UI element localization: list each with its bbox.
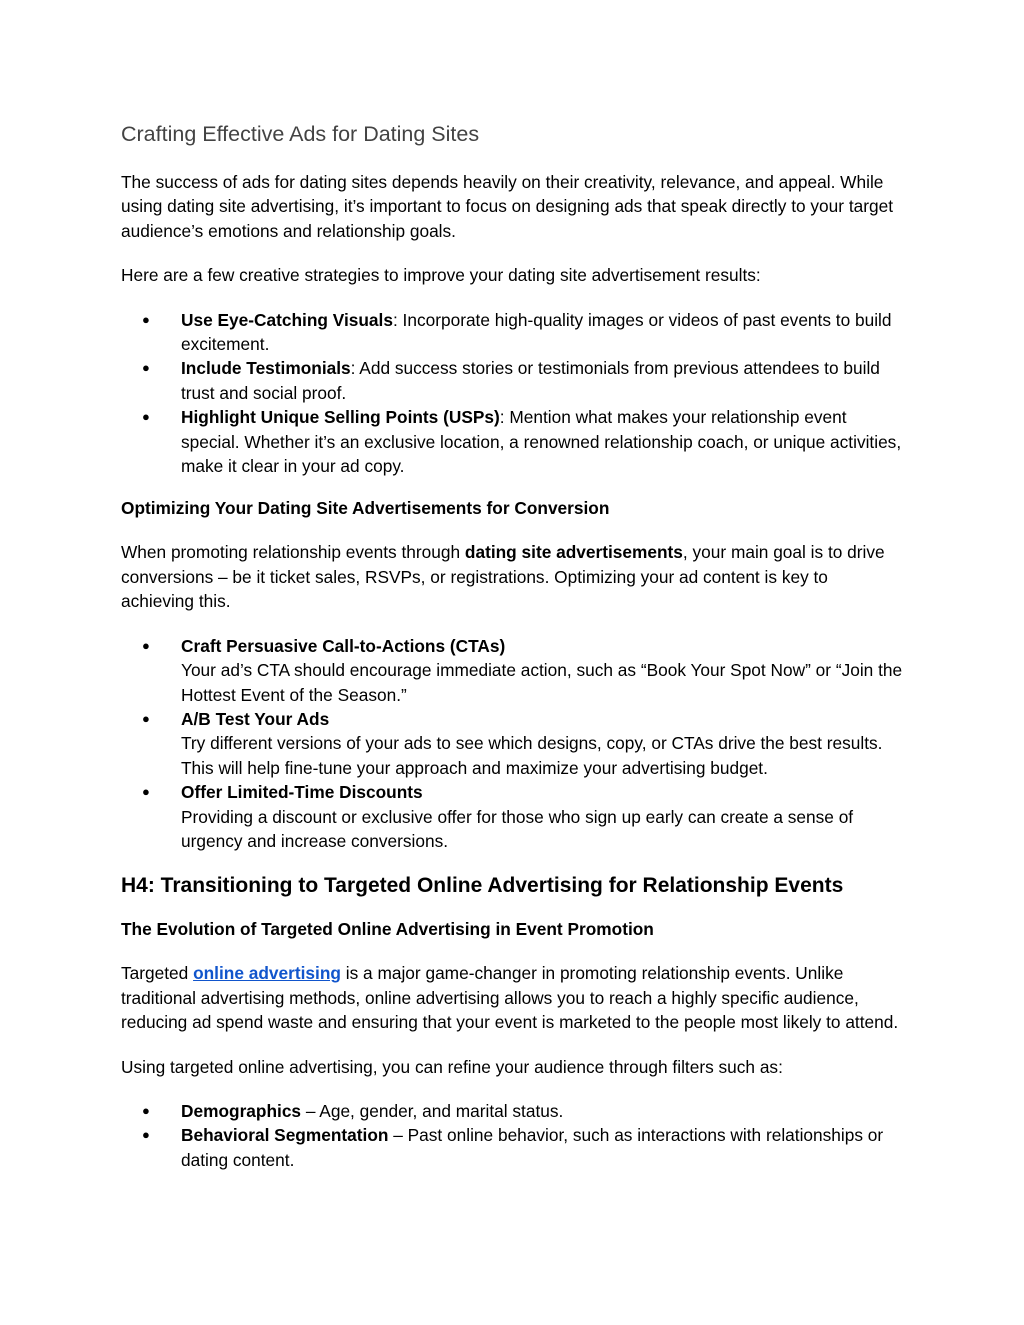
bullet-icon: ● <box>142 360 150 376</box>
list-item-term: Offer Limited-Time Discounts <box>181 782 423 803</box>
optimizing-heading: Optimizing Your Dating Site Advertisements for Conversion <box>121 498 610 519</box>
list-item-text: : Mention what makes your relationship event special. Whether it’s an exclusive location, a renowned relationship coach, or unique activities, make it clear in your ad copy. <box>181 407 902 477</box>
list-item-text: : Incorporate high-quality images or videos of past events to build excitement. <box>181 309 892 355</box>
list-item-term: Highlight Unique Selling Points (USPs) <box>181 407 500 428</box>
bullet-icon: ● <box>142 637 150 653</box>
list-item-text: – Past online behavior, such as interactions with relationships or dating content. <box>181 1125 884 1170</box>
list-item-term: Demographics <box>181 1100 302 1121</box>
evolution-text-end: is a major game-changer in promoting relationship events. Unlike traditional advertising methods, online advertising allows you to reach a highly specific audience, reducing ad spend waste and ensuring that your event is marketed to the people most likely to attend. <box>121 963 899 1033</box>
list-item-term: Use Eye-Catching Visuals <box>181 309 393 330</box>
bullet-icon: ● <box>142 409 150 425</box>
bullet-icon: ● <box>142 710 150 726</box>
filters-intro-paragraph: Using targeted online advertising, you can refine your audience through filters such as: <box>121 1056 783 1077</box>
page-title: Crafting Effective Ads for Dating Sites <box>121 122 480 146</box>
list-item-text: Try different versions of your ads to see which designs, copy, or CTAs drive the best results. This will help fine-tune your approach and maximize your advertising budget. <box>181 733 883 778</box>
bullet-icon: ● <box>142 1102 150 1118</box>
document-page <box>121 118 905 1172</box>
optimizing-list <box>121 634 905 854</box>
section-heading-h4: H4: Transitioning to Targeted Online Advertising for Relationship Events <box>121 874 844 898</box>
list-item <box>121 634 905 707</box>
optimizing-text-bold: dating site advertisements <box>464 542 683 563</box>
bullet-icon: ● <box>142 311 150 327</box>
list-item <box>121 780 905 853</box>
strategies-intro-paragraph: Here are a few creative strategies to improve your dating site advertisement results: <box>121 265 761 286</box>
list-item-text: Providing a discount or exclusive offer for those who sign up early can create a sense of urgency and increase conversions. <box>181 806 854 851</box>
list-item <box>121 308 905 357</box>
bullet-icon: ● <box>142 784 150 800</box>
bullet-icon: ● <box>142 1127 150 1143</box>
evolution-text-start: Targeted <box>121 963 194 984</box>
list-item-term: Behavioral Segmentation <box>181 1125 389 1146</box>
online-advertising-link[interactable]: online advertising <box>193 963 341 984</box>
strategies-list <box>121 308 905 479</box>
optimizing-text-start: When promoting relationship events through <box>121 542 465 563</box>
optimizing-text-end: , your main goal is to drive conversions – be it ticket sales, RSVPs, or registrations. Optimizing your ad content is key to achieving this. <box>121 542 885 612</box>
list-item-text: – Age, gender, and marital status. <box>301 1100 564 1121</box>
filters-list <box>121 1099 905 1172</box>
list-item <box>121 1099 905 1123</box>
list-item-text: : Add success stories or testimonials from previous attendees to build trust and social proof. <box>181 358 880 403</box>
list-item <box>121 405 905 478</box>
list-item-term: A/B Test Your Ads <box>181 708 330 729</box>
optimizing-paragraph <box>121 540 905 613</box>
list-item-term: Include Testimonials <box>181 358 351 379</box>
list-item-term: Craft Persuasive Call-to-Actions (CTAs) <box>181 635 506 656</box>
list-item <box>121 707 905 780</box>
list-item <box>121 1123 905 1172</box>
evolution-heading: The Evolution of Targeted Online Advertising in Event Promotion <box>121 919 654 940</box>
list-item <box>121 356 905 405</box>
intro-paragraph: The success of ads for dating sites depends heavily on their creativity, relevance, and appeal. While using dating site advertising, it’s important to focus on designing ads that speak directly to your target audience’s emotions and relationship goals. <box>121 172 894 241</box>
list-item-text: Your ad’s CTA should encourage immediate action, such as “Book Your Spot Now” or “Join the Hottest Event of the Season.” <box>181 660 903 705</box>
evolution-paragraph <box>121 961 905 1034</box>
